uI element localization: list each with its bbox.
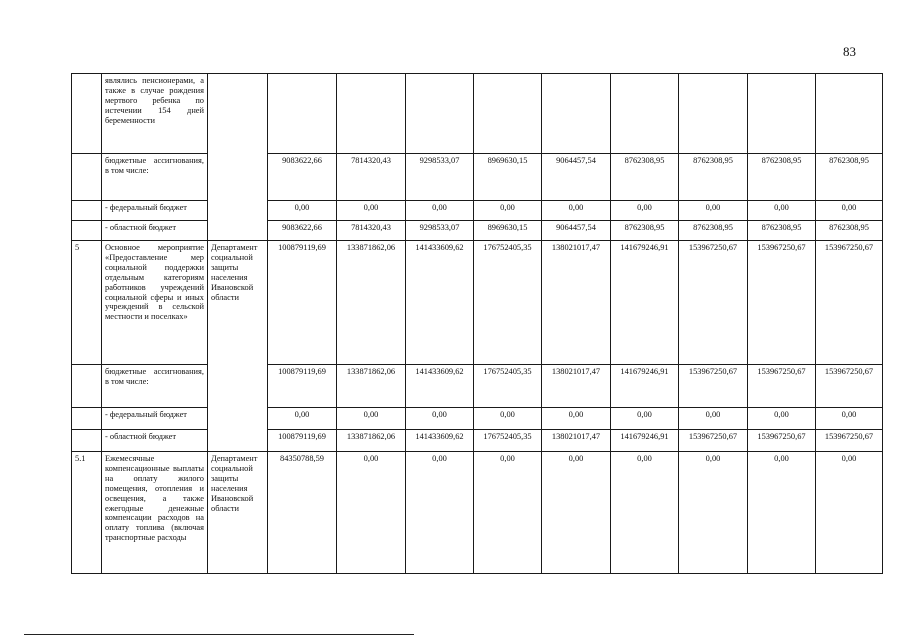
value-cell: 8762308,95 xyxy=(611,221,679,241)
value-cell: 0,00 xyxy=(611,452,679,574)
footnote-separator xyxy=(24,634,414,635)
row-description: бюджетные ассигнования, в том числе: xyxy=(102,154,208,201)
value-cell: 133871862,06 xyxy=(337,241,406,365)
table-row xyxy=(72,221,883,241)
value-cell: 0,00 xyxy=(268,201,337,221)
value-cell: 8969630,15 xyxy=(474,221,542,241)
value-cell: 153967250,67 xyxy=(748,365,816,408)
value-cell: 0,00 xyxy=(679,452,748,574)
value-cell: 0,00 xyxy=(679,201,748,221)
row-index xyxy=(72,430,102,452)
value-cell: 8762308,95 xyxy=(748,154,816,201)
table-row xyxy=(72,365,883,408)
value-cell xyxy=(816,74,883,154)
row-description: являлись пенсионерами, а также в случае рождения мертвого ребенка по истечении 154 дней беременности xyxy=(102,74,208,154)
row-index xyxy=(72,408,102,430)
value-cell: 153967250,67 xyxy=(679,241,748,365)
value-cell: 8762308,95 xyxy=(679,154,748,201)
value-cell: 100879119,69 xyxy=(268,365,337,408)
row-description: Основное мероприятие «Предоставление мер социальной поддержки отдельным категориям работников учреждений социальной сферы и иных учреждений в сельской местности и поселках» xyxy=(102,241,208,365)
value-cell xyxy=(679,74,748,154)
value-cell: 0,00 xyxy=(611,408,679,430)
value-cell: 153967250,67 xyxy=(679,365,748,408)
row-department xyxy=(208,74,268,241)
value-cell: 0,00 xyxy=(406,408,474,430)
value-cell: 0,00 xyxy=(337,201,406,221)
value-cell: 133871862,06 xyxy=(337,430,406,452)
value-cell: 8762308,95 xyxy=(679,221,748,241)
value-cell: 141433609,62 xyxy=(406,241,474,365)
row-index: 5 xyxy=(72,241,102,365)
value-cell: 8762308,95 xyxy=(816,221,883,241)
value-cell: 0,00 xyxy=(474,201,542,221)
value-cell: 0,00 xyxy=(748,408,816,430)
page-number: 83 xyxy=(843,44,856,59)
value-cell: 141679246,91 xyxy=(611,365,679,408)
value-cell: 141433609,62 xyxy=(406,430,474,452)
value-cell xyxy=(337,74,406,154)
value-cell: 0,00 xyxy=(337,408,406,430)
table-row xyxy=(72,201,883,221)
row-description: - федеральный бюджет xyxy=(102,201,208,221)
row-description: - федеральный бюджет xyxy=(102,408,208,430)
row-index: 5.1 xyxy=(72,452,102,574)
value-cell: 0,00 xyxy=(337,452,406,574)
budget-table xyxy=(71,73,883,574)
value-cell: 7814320,43 xyxy=(337,221,406,241)
value-cell xyxy=(268,74,337,154)
row-index xyxy=(72,154,102,201)
table-row xyxy=(72,408,883,430)
value-cell: 9298533,07 xyxy=(406,221,474,241)
value-cell xyxy=(406,74,474,154)
row-description: Ежемесячные компенсационные выплаты на оплату жилого помещения, отопления и освещения, а также ежегодные денежные компенсации расходов на оплату топлива (включая транспортные расходы xyxy=(102,452,208,574)
row-description: - областной бюджет xyxy=(102,221,208,241)
value-cell: 8762308,95 xyxy=(611,154,679,201)
table-row xyxy=(72,154,883,201)
value-cell: 0,00 xyxy=(406,452,474,574)
value-cell: 138021017,47 xyxy=(542,430,611,452)
value-cell: 8969630,15 xyxy=(474,154,542,201)
value-cell: 0,00 xyxy=(816,201,883,221)
value-cell: 0,00 xyxy=(474,452,542,574)
value-cell: 0,00 xyxy=(542,408,611,430)
row-index xyxy=(72,74,102,154)
value-cell: 141679246,91 xyxy=(611,430,679,452)
value-cell: 153967250,67 xyxy=(748,241,816,365)
value-cell: 9298533,07 xyxy=(406,154,474,201)
row-description: - областной бюджет xyxy=(102,430,208,452)
value-cell xyxy=(748,74,816,154)
value-cell: 0,00 xyxy=(748,452,816,574)
row-index xyxy=(72,221,102,241)
value-cell xyxy=(474,74,542,154)
table-row xyxy=(72,452,883,574)
value-cell xyxy=(542,74,611,154)
value-cell: 176752405,35 xyxy=(474,365,542,408)
table-row xyxy=(72,430,883,452)
value-cell: 153967250,67 xyxy=(816,365,883,408)
row-description: бюджетные ассигнования, в том числе: xyxy=(102,365,208,408)
value-cell: 9064457,54 xyxy=(542,154,611,201)
value-cell: 0,00 xyxy=(474,408,542,430)
value-cell: 9064457,54 xyxy=(542,221,611,241)
value-cell: 138021017,47 xyxy=(542,365,611,408)
value-cell: 100879119,69 xyxy=(268,241,337,365)
value-cell: 0,00 xyxy=(542,201,611,221)
value-cell: 176752405,35 xyxy=(474,430,542,452)
value-cell: 176752405,35 xyxy=(474,241,542,365)
value-cell: 100879119,69 xyxy=(268,430,337,452)
value-cell: 0,00 xyxy=(542,452,611,574)
value-cell: 153967250,67 xyxy=(679,430,748,452)
table-row xyxy=(72,241,883,365)
value-cell: 133871862,06 xyxy=(337,365,406,408)
value-cell xyxy=(611,74,679,154)
value-cell: 153967250,67 xyxy=(816,241,883,365)
table-row xyxy=(72,74,883,154)
row-index xyxy=(72,365,102,408)
value-cell: 0,00 xyxy=(611,201,679,221)
value-cell: 0,00 xyxy=(816,408,883,430)
value-cell: 0,00 xyxy=(679,408,748,430)
value-cell: 8762308,95 xyxy=(816,154,883,201)
value-cell: 0,00 xyxy=(748,201,816,221)
value-cell: 0,00 xyxy=(406,201,474,221)
value-cell: 84350788,59 xyxy=(268,452,337,574)
value-cell: 0,00 xyxy=(816,452,883,574)
value-cell: 138021017,47 xyxy=(542,241,611,365)
row-department: Департамент социальной защиты населения Ивановской области xyxy=(208,452,268,574)
row-index xyxy=(72,201,102,221)
value-cell: 141679246,91 xyxy=(611,241,679,365)
value-cell: 9083622,66 xyxy=(268,221,337,241)
value-cell: 9083622,66 xyxy=(268,154,337,201)
value-cell: 0,00 xyxy=(268,408,337,430)
value-cell: 153967250,67 xyxy=(748,430,816,452)
row-department: Департамент социальной защиты населения Ивановской области xyxy=(208,241,268,452)
value-cell: 7814320,43 xyxy=(337,154,406,201)
value-cell: 153967250,67 xyxy=(816,430,883,452)
value-cell: 141433609,62 xyxy=(406,365,474,408)
value-cell: 8762308,95 xyxy=(748,221,816,241)
